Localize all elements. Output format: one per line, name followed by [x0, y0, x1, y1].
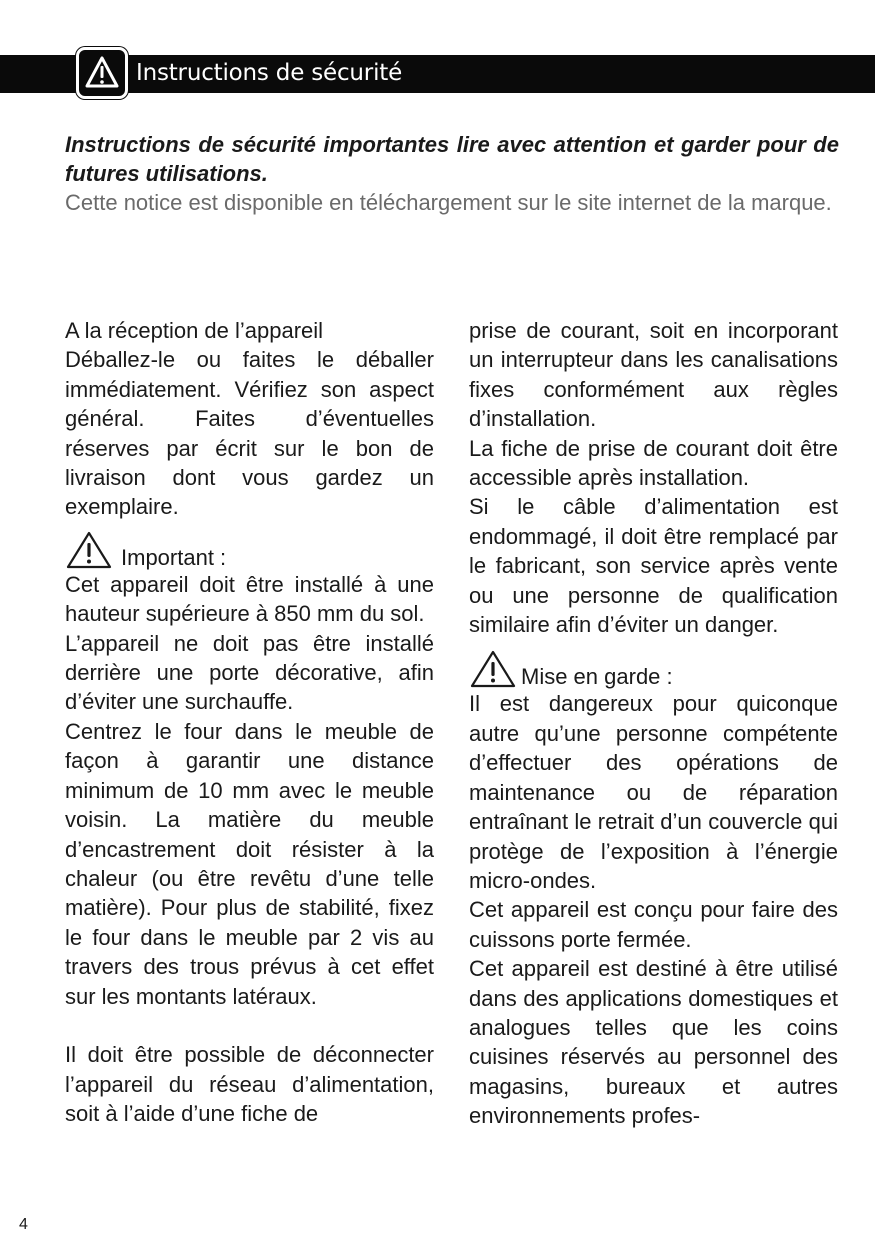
- intro-section: [65, 130, 839, 217]
- plug-access-paragraph: La fiche de prise de courant doit être accessible après installation.: [469, 435, 838, 491]
- warning-triangle-icon: [469, 649, 517, 689]
- page-title: Instructions de sécurité: [136, 60, 403, 86]
- warning-triangle-icon: [76, 47, 128, 99]
- left-column: [65, 316, 434, 1129]
- warning-label: Mise en garde :: [521, 664, 673, 690]
- right-column: [469, 316, 838, 1131]
- door-closed-paragraph: Cet appareil est conçu pour faire des cuissons porte fermée.: [469, 897, 838, 952]
- reception-heading: A la réception de l’appareil: [65, 318, 324, 343]
- reception-paragraph: Déballez-le ou faites le déballer immédiatement. Vérifiez son aspect général. Faites d’éventuelles réserves par écrit sur le bon de livraison dont vous gardez un exemplaire.: [65, 347, 434, 520]
- install-height-paragraph: Cet appareil doit être installé à une hauteur supérieure à 850 mm du sol.: [65, 571, 434, 627]
- important-label: Important :: [121, 544, 227, 570]
- warning-heading: [469, 653, 838, 689]
- disconnect-continued-paragraph: prise de courant, soit en incorporant un interrupteur dans les canalisations fixes conformément aux règles d’installation.: [469, 318, 838, 432]
- header-bar: [0, 55, 875, 93]
- decorative-door-paragraph: L’appareil ne doit pas être installé derrière une porte décorative, afin d’éviter une surchauffe.: [65, 630, 434, 715]
- domestic-use-paragraph: Cet appareil est destiné à être utilisé dans des applications domestiques et analogues telles que les coins cuisines réservés au personnel des magasins, bureaux et autres environnements profes-: [469, 956, 838, 1129]
- paragraph-spacer: [65, 1011, 434, 1040]
- danger-paragraph: Il est dangereux pour quiconque autre qu’une personne compétente d’effectuer des opérations de maintenance ou de réparation entraînant le retrait d’un couvercle qui protège de l’exposition à l’énergie micro-ondes.: [469, 691, 838, 893]
- centering-paragraph: Centrez le four dans le meuble de façon à garantir une distance minimum de 10 mm avec le meuble voisin. La matière du meuble d’encastrement doit résister à la chaleur (ou être revêtu d’une telle matière). Pour plus de stabilité, fixez le four dans le meuble par 2 vis au travers des trous prévus à cet effet sur les montants latéraux.: [65, 718, 434, 1009]
- page-number: 4: [19, 1216, 28, 1233]
- warning-triangle-icon: [65, 530, 113, 570]
- intro-important-text: Instructions de sécurité importantes lire avec attention et garder pour de futures utilisations.: [65, 132, 839, 186]
- important-heading: [65, 534, 434, 570]
- disconnect-paragraph: Il doit être possible de déconnecter l’appareil du réseau d’alimentation, soit à l’aide d’une fiche de: [65, 1042, 434, 1127]
- cable-damage-paragraph: Si le câble d’alimentation est endommagé, il doit être remplacé par le fabricant, son service après vente ou une personne de qualification similaire afin d’éviter un danger.: [469, 494, 838, 638]
- intro-download-note: Cette notice est disponible en téléchargement sur le site internet de la marque.: [65, 190, 832, 215]
